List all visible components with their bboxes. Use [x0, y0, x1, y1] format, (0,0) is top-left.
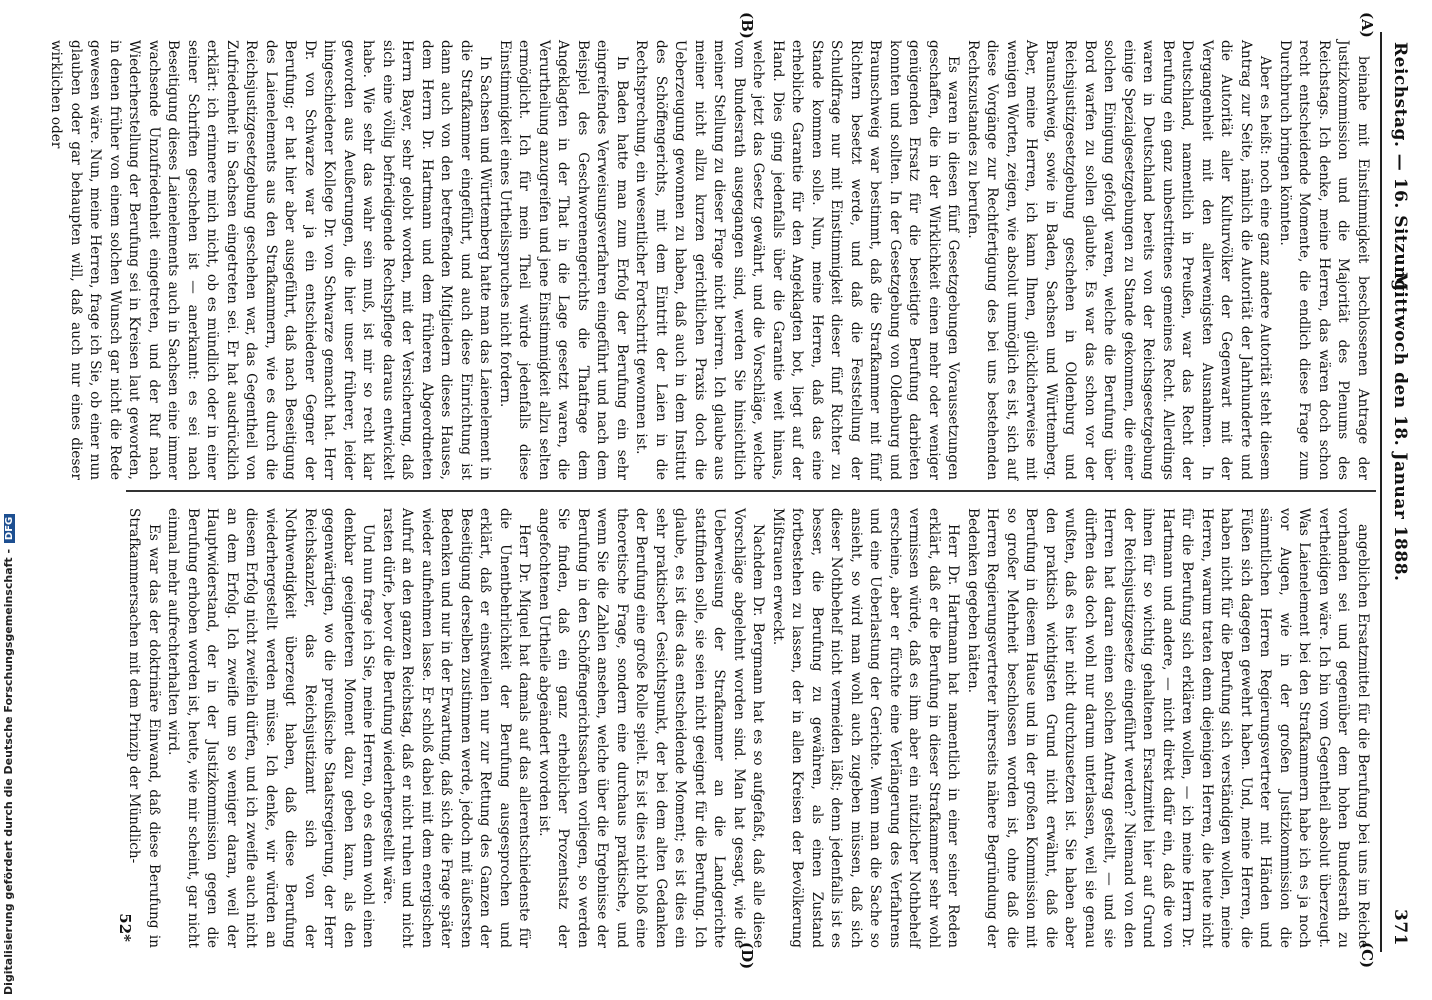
right-paragraph: Nachdem Dr. Bergmann hat es so aufgefaßt, daß alle diese Vorschläge abgelehnt worden sind. Man hat gesagt, wie die Ueberweisung der Strafkammer an die Landgerichte stattfinden solle, sie seien nicht geeignet für die Berufung. Ich glaube, es ist dies das entscheidende Moment; es ist dies ein sehr praktischer Gesichtspunkt, der bei dem alten Gedanken der Berufung eine große Rolle spielt. Es ist dies nicht bloß eine theoretische Frage, sondern eine durchaus praktische, und wenn Sie die Zahlen ansehen, welche über die Ergebnisse der Berufung in den Schöffengerichtssachen vorliegen, so werden Sie finden, daß ein ganz erheblicher Prozentsatz der angefochtenen Urtheile abgeändert worden ist. [536, 508, 767, 948]
column-divider [126, 490, 1376, 492]
left-paragraph: Es waren in diesen fünf Gesetzgebungen Voraussetzungen geschaffen, die in der Wirklichkeit einen mehr oder weniger genügenden Ersatz für die beseitigte Berufung darbieten konnten und sollten. In der Gesetzgebung von Oldenburg und Braunschweig war bestimmt, daß die Strafkammer mit fünf Richtern besetzt werde, und daß die Feststellung der Schuldfrage nur mit Einstimmigkeit dieser fünf Richter zu Stande kommen solle. Nun, meine Herren, daß das eine erhebliche Garantie für den Angeklagten bot, liegt auf der Hand. Dies ging jedenfalls über die Garantie weit hinaus, welche jetzt das Gesetz gewährt, und die Vorschläge, welche vom Bundesrath ausgegangen sind, werden Sie hinsichtlich meiner Stellung zu dieser Frage nicht beirren. Ich glaube aus meiner nicht allzu kurzen gerichtlichen Praxis doch die Ueberzeugung gewonnen zu haben, daß auch in dem Institut des Schöffengerichts, mit dem Eintritt der Laien in die Rechtsprechung, ein wesentlicher Fortschritt gewonnen ist. [633, 40, 962, 480]
right-paragraph: Und nun frage ich Sie, meine Herren, ob es denn wohl einen denkbar geeigneteren Moment dazu geben kann, als den gegenwärtigen, wo die preußische Staatsregierung, der Herr Reichskanzler, das Reichsjustizamt sich von der Nothwendigkeit überzeugt haben, daß diese Berufung wiederhergestellt werden müsse. Ich denke, wir würden an diesem Erfolg nicht zweifeln dürfen, und ich zweifle auch nicht an dem Erfolg. Ich zweifle um so weniger daran, weil der Hauptwiderstand, der in der Justizkommission gegen die Berufung erhoben worden ist, heute, wie mir scheint, gar nicht einmal mehr aufrechterhalten wird. [165, 508, 377, 948]
margin-mark-a: (A) [1358, 12, 1376, 38]
credit-text: Digitalisierung gefördert durch die Deutsche Forschungsgemeinschaft - [2, 548, 15, 995]
left-paragraph: Aber es heißt: noch eine ganz andere Autorität steht diesem Antrag zur Seite, nämlich die Autorität der Jahrhunderte und die Autorität aller Kulturvölker der Gegenwart mit der Vergangenheit mit den allerwenigsten Ausnahmen. In Deutschland, namentlich in Preußen, war das Recht der Berufung ein ganz unbestrittenes gemeines Recht. Allerdings waren in Deutschland bereits von der Reichsgesetzgebung einige Spezialgesetzgebungen zu Stande gekommen, die einer solchen Einigung gefolgt waren, welche die Berufung über Bord warfen zu sollen glaubte. Es war das schon vor der Reichsjustizgesetzgebung geschehen in Oldenburg und Braunschweig, sowie in Baden, Sachsen und Württemberg. Aber, meine Herren, ich kann Ihnen, glücklicherweise mit wenigen Worten, zeigen, wie absolut unmöglich es ist, sich auf diese Vorgänge zur Rechtfertigung des bei uns bestehenden Rechtszustandes zu berufen. [965, 40, 1274, 480]
left-paragraph: In Sachsen und Württemberg hatte man das Laienelement in die Strafkammer eingeführt, und auch diese Einrichtung ist dann auch von den betreffenden Mitgliedern dieses Hauses, dem Herrn Dr. Hartmann und dem früheren Abgeordneten Herrn Bayer, sehr gelobt worden, mit der Versicherung, daß sich eine völlig befriedigende Rechtspflege daraus entwickelt habe. Wie sehr das wahr sein muß, ist mir so recht klar geworden aus Aeußerungen, die hier unser früherer, leider hingeschiedener Kollege Dr. von Schwarze gemacht hat. Herr Dr. von Schwarze war ja ein entschiedener Gegner der Berufung; er hat hier aber ausgeführt, daß nach Beseitigung des Laienelements aus den Strafkammern, wie es durch die Reichsjustizgesetzgebung geschehen war, das Gegentheil von Zufriedenheit in Sachsen eingetreten sei. Er hat ausdrücklich erklärt: ich erinnere mich nicht, ob es mündlich oder in einer seiner Schriften geschehen ist — anerkannt: es sei nach Beseitigung dieses Laienelements auch in Sachsen eine immer wachsende Unzufriedenheit eingetreten, und der Ruf nach Wiederherstellung der Berufung sei in Kreisen laut geworden, in denen früher von einem solchen Wunsch gar nicht die Rede gewesen wäre. Nun, meine Herren, frage ich Sie, ob einer nun glauben oder gar behaupten will, daß auch nur eines dieser wirklichen oder [48, 40, 494, 480]
left-paragraph: In Baden hatte man zum Erfolg der Berufung ein sehr eingreifendes Verweisungsverfahren eingeführt und nach dem Beispiel des Geschworenengerichts die Thatfrage dem Angeklagten in der That in die Lage gesetzt waren, die Verurtheilung anzugreifen und jene Einstimmigkeit allzu selten ermöglicht. Ich für mein Theil würde jedenfalls diese Einstimmigkeit eines Urtheilsspruches nicht fordern. [497, 40, 630, 480]
header-date: Mittwoch den 18. Januar 1888. [1390, 272, 1410, 582]
margin-mark-b: (B) [738, 12, 756, 39]
right-paragraph: angeblichen Ersatzmittel für die Berufung bei uns im Reiche vorhanden sei und gegenüber dem hohen Bundesrath zu vertheidigen wäre. Ich bin vom Gegentheil absolut überzeugt. Was Laienelement bei den Strafkammern habe ich es ja noch vor Augen, wie in der großen Justizkommission die sämmtlichen Herren Regierungsvertreter mit Händen und Füßen sich dagegen gewehrt haben. Und, meine Herren, die haben nicht für die Berufung sich verständigen wollen, meine Herren, warum traten denn diejenigen Herren, die heute nicht für die Berufung sich erklären wollen, — ich meine Herrn Dr. Hartmann und andere, — nicht direkt dafür ein, daß die von ihnen für so wichtig gehaltenen Ersatzmittel hier auf Grund der Reichsjustizgesetze eingeführt werden? Niemand von den Herren hat daran einen solchen Antrag gestellt, — und sie dürften das doch wohl nur darum unterlassen, weil sie genau wußten, daß es hier nicht durchzusetzen ist. Sie haben aber den praktisch wichtigsten Grund nicht erwähnt, daß die Berufung in diesem Hause und in der großen Kommission mit so großer Mehrheit beschlossen worden ist, ohne daß die Herren Regierungsvertreter ihrerseits nähere Begründung der Bedenken gegeben hätten. [965, 508, 1371, 948]
right-paragraph: Herr Dr. Miquel hat damals auf das allerentschiedenste für die Unentbehrlichkeit der Berufung ausgesprochen und erklärt, daß er einstweilen nur zur Rettung des Ganzen der Beseitigung derselben zustimmen werde, jedoch mit äußersten Bedenken und nur in der Erwartung, daß sich die Frage später wieder aufnehmen lasse. Er schloß dabei mit dem energischen Aufruf an den ganzen Reichstag, daß er nicht ruhen und nicht rasten dürfe, bevor die Berufung wiederhergestellt wäre. [380, 508, 533, 948]
margin-mark-d: (D) [738, 942, 756, 970]
left-column [46, 40, 1372, 480]
rotated-page-content [48, 12, 1416, 972]
sheet-signature: 52* [116, 913, 134, 942]
right-paragraph: Herr Dr. Hartmann hat namentlich in einer seiner Reden erklärt, daß er die Berufung in dieser Strafkammer sehr wohl vermissen würde, daß es ihm aber ein nützlicher Nothbehelf erscheine, aber er fürchte eine Verlängerung des Verfahrens und eine Ueberlastung der Gerichte. Wenn man die Sache so ansieht, so wird man wohl auch zugeben müssen, daß sich dieser Nothbehelf nicht vermeiden läßt; denn jedenfalls ist es besser, die Berufung zu gewähren, als einen Zustand fortbestehen zu lassen, der in allen Kreisen der Bevölkerung Mißtrauen erweckt. [770, 508, 962, 948]
right-column [124, 508, 1372, 948]
left-paragraph: beinahe mit Einstimmigkeit beschlossenen Antrage der Justizkommission und die Majorität des Plenums des Reichstags. Ich denke, meine Herren, das wären doch schon recht entscheidende Momente, die endlich diese Frage zum Durchbruch bringen könnten. [1277, 40, 1371, 480]
right-paragraph: Es war das der doktrinäre Einwand, daß diese Berufung in Strafkammersachen mit dem Prinzip der Mündlich- [126, 508, 162, 948]
header-left: Reichstag. — 16. Sitzung. [1390, 42, 1410, 298]
margin-mark-c: (C) [1358, 942, 1376, 969]
dfg-logo: DFG [4, 514, 15, 543]
digitization-credit [2, 0, 18, 995]
page-number: 371 [1390, 909, 1410, 946]
header-rule [1380, 32, 1382, 952]
running-header [1382, 32, 1416, 952]
